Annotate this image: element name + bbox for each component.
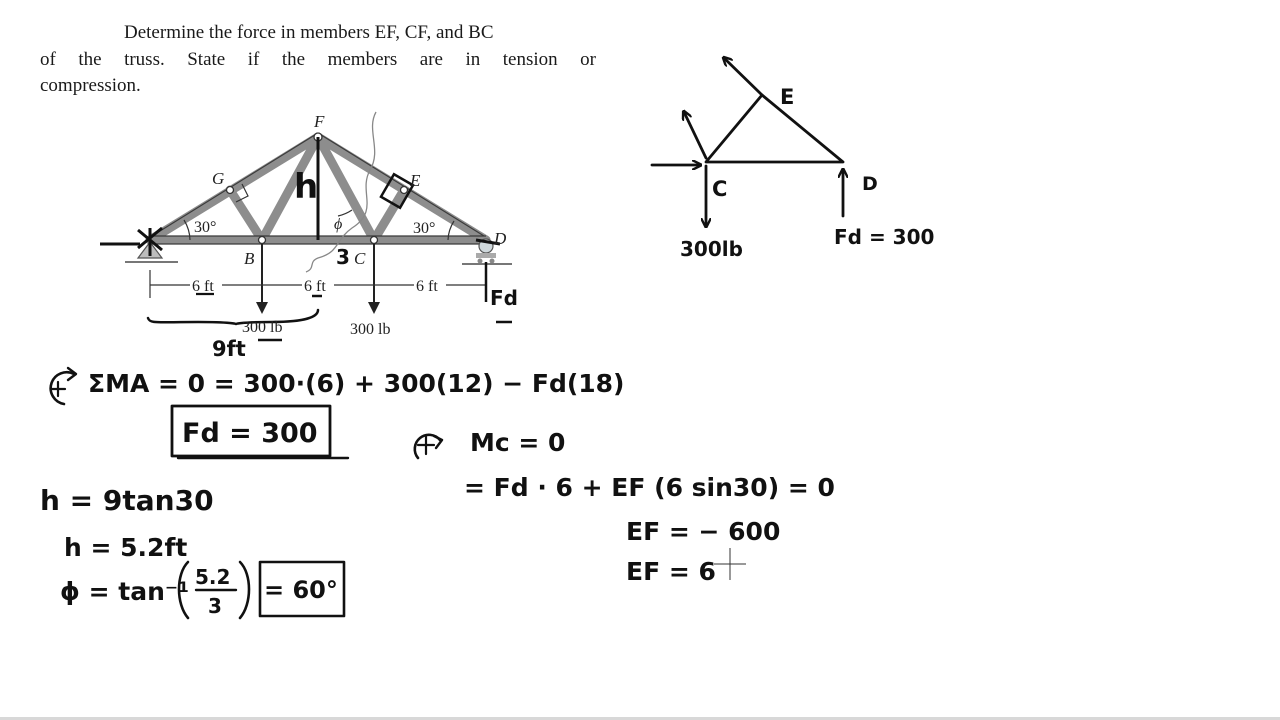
dim-label-1: 6 ft [192,278,214,295]
moment-c-equation: = Fd · 6 + EF (6 sin30) = 0 [464,473,835,502]
moment-c-heading: Mc = 0 [470,428,566,457]
handwritten-work [40,368,835,618]
fbd-reaction-label: Fd = 300 [834,225,935,249]
phi-label: ϕ [334,216,343,233]
fbd-load-label: 300lb [680,237,743,261]
phi-result: = 60° [264,576,338,604]
moment-sign-icon [51,368,76,404]
moment-a-equation: ΣMA = 0 = 300·(6) + 300(12) − Fd(18) [88,369,625,398]
reaction-mark-fd: Fd [490,286,518,310]
problem-line-1: Determine the force in members EF, CF, and BC [124,22,494,43]
joint-label-b: B [244,249,255,268]
joint-label-d: D [494,229,507,248]
load-label-b: 300 lb [242,319,283,336]
problem-line-2: of the truss. State if the members are in tension or [40,48,596,70]
fbd-label-c: C [712,177,728,201]
moment-c-sign-icon [415,435,442,458]
fd-result: Fd = 300 [182,418,318,449]
phi-equation: ϕ = tan⁻¹ [60,577,190,606]
free-body-diagram [652,58,934,261]
angle-label-left: 30° [194,219,217,236]
fbd-label-d: D [862,173,878,195]
cursor-crosshair-icon [714,548,746,580]
dim-label-3: 6 ft [416,278,438,295]
distance-mark-9ft: 9ft [212,337,246,361]
phi-fraction-denominator: 3 [208,594,222,618]
load-label-c: 300 lb [350,321,391,338]
phi-fraction-numerator: 5.2 [195,565,231,589]
ef-result-1: EF = − 600 [626,517,781,546]
truss-figure [100,112,518,361]
h-equation-1: h = 9tan30 [40,484,214,517]
height-mark-h: h [294,167,319,207]
half-length-mark-3: 3 [336,245,350,269]
angle-label-right: 30° [413,220,436,237]
joint-label-e: E [410,171,421,190]
joint-label-g: G [212,169,225,188]
joint-label-f: F [314,112,325,131]
h-equation-2: h = 5.2ft [64,533,188,562]
ef-result-2: EF = 6 [626,557,716,586]
joint-label-c: C [354,249,366,268]
dim-label-2: 6 ft [304,278,326,295]
fbd-label-e: E [780,85,795,109]
problem-line-3: compression. [40,75,141,96]
